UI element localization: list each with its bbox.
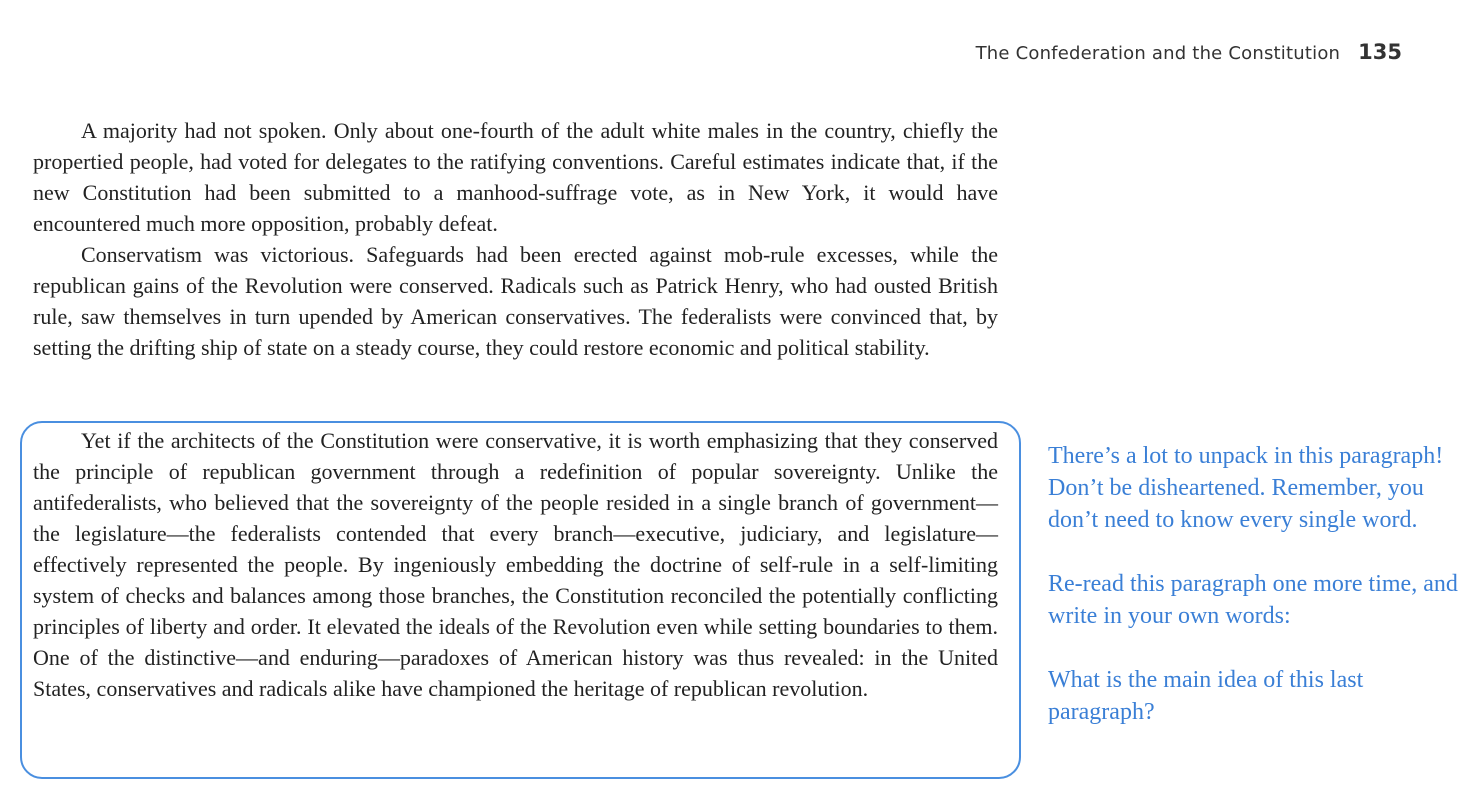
page-header [780, 40, 1402, 64]
annotation-note-encouragement: There’s a lot to unpack in this paragraph! Don’t be disheartened. Remember, you don’t need to know every single word. [1048, 443, 1444, 533]
page-number: 135 [1358, 40, 1402, 64]
annotation-note-question: What is the main idea of this last paragraph? [1048, 667, 1364, 725]
body-text-highlighted [33, 425, 998, 704]
running-header-title: The Confederation and the Constitution [975, 43, 1341, 64]
annotation-note-instruction: Re-read this paragraph one more time, and write in your own words: [1048, 571, 1458, 629]
body-text-upper [33, 115, 998, 363]
margin-annotation [1048, 440, 1468, 728]
paragraph-conservatism: Conservatism was victorious. Safeguards had been erected against mob-rule excesses, while the republican gains of the Revolution were conserved. Radicals such as Patrick Henry, who had ousted British rule, saw themselves in turn upended by American conservatives. The federalists were convinced that, by setting the drifting ship of state on a steady course, they could restore economic and political stability. [33, 242, 998, 360]
paragraph-architects: Yet if the architects of the Constitution were conservative, it is worth emphasizing that they conserved the principle of republican government through a redefinition of popular sovereignty. Unlike the antifederalists, who believed that the sovereignty of the people resided in a single branch of government—the legislature—the federalists contended that every branch—executive, judiciary, and legislature—effectively represented the people. By ingeniously embedding the doctrine of self-rule in a self-limiting system of checks and balances among those branches, the Constitution reconciled the potentially conflicting principles of liberty and order. It elevated the ideals of the Revolution even while setting boundaries to them. One of the distinctive—and enduring—paradoxes of American history was thus revealed: in the United States, conservatives and radicals alike have championed the heritage of republican revolution. [33, 428, 998, 701]
paragraph-majority: A majority had not spoken. Only about one-fourth of the adult white males in the country, chiefly the propertied people, had voted for delegates to the ratifying conventions. Careful estimates indicate that, if the new Constitution had been submitted to a manhood-suffrage vote, as in New York, it would have encountered much more opposition, probably defeat. [33, 118, 998, 236]
